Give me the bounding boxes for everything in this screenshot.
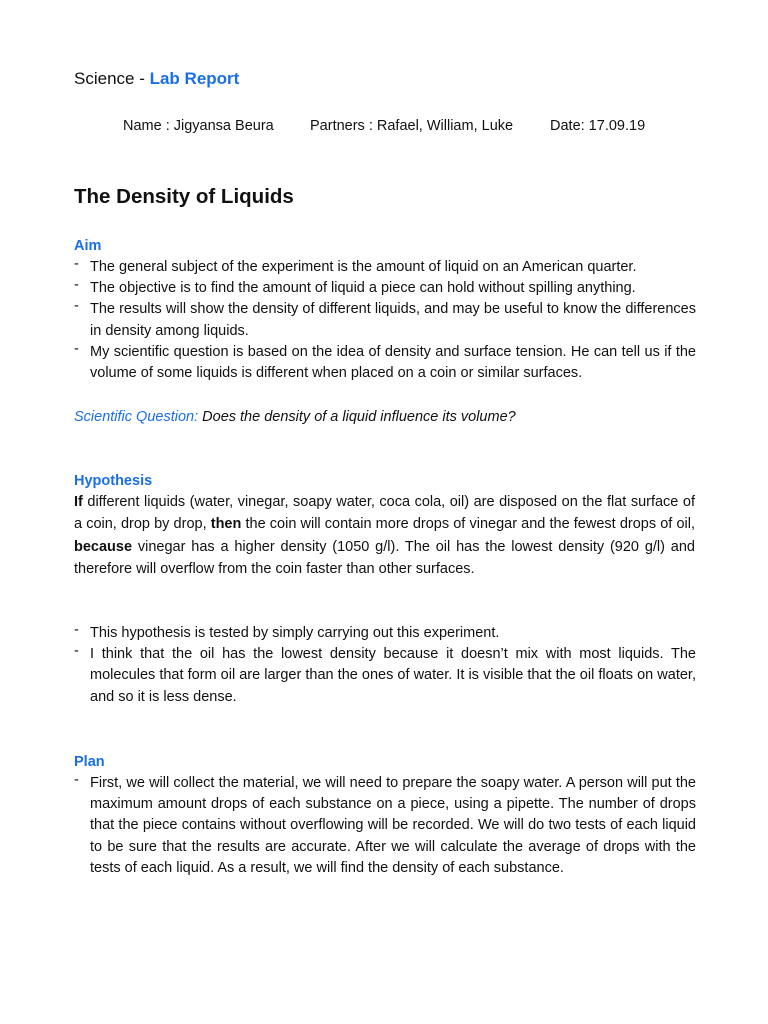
bullet-dash: - xyxy=(74,643,79,660)
list-item: - My scientific question is based on the idea of density and surface tension. He can tell us if the volume of some liquids is different when placed on a coin or similar surfaces. xyxy=(74,340,696,382)
hypothesis-list xyxy=(74,623,696,708)
because-keyword: because xyxy=(74,538,133,555)
if-keyword: If xyxy=(74,494,83,510)
bullet-dash: - xyxy=(74,622,79,638)
plan-list xyxy=(74,773,696,879)
list-item: - The results will show the density of different liquids, and may be useful to know the differences in density among liquids. xyxy=(74,298,696,339)
scientific-question xyxy=(74,407,516,427)
subject-label: Science - xyxy=(74,69,150,88)
scientific-question-text: Does the density of a liquid influence its volume? xyxy=(198,409,516,425)
hypothesis-paragraph: If different liquids (water, vinegar, soapy water, coca cola, oil) are disposed on the flat surface of a coin, drop by drop, then the coin will contain more drops of vinegar and the fewest drops of oil, because vinegar has a higher density (1050 g/l). The oil has the lowest density (920 g/l) and therefore will overflow from the coin faster than other surfaces. xyxy=(74,494,695,578)
scientific-question-label: Scientific Question: xyxy=(74,409,199,425)
partners: Partners : Rafael, William, Luke xyxy=(310,118,514,134)
page-title: The Density of Liquids xyxy=(74,185,294,208)
aim-heading: Aim xyxy=(74,238,102,254)
student-name: Name : Jigyansa Beura xyxy=(123,118,274,134)
list-item: - The general subject of the experiment is the amount of liquid on an American quarter. xyxy=(74,256,637,275)
list-item: - The objective is to find the amount of liquid a piece can hold without spilling anything. xyxy=(74,277,636,297)
report-type-label: Lab Report xyxy=(149,69,240,88)
bullet-dash: - xyxy=(74,340,79,357)
list-item: - I think that the oil has the lowest density because it doesn’t mix with most liquids. The molecules that form oil are larger than the ones of water. It is visible that the oil floats on water, and so it is less dense. xyxy=(74,643,696,705)
bullet-dash: - xyxy=(74,256,79,272)
list-item: - First, we will collect the material, we will need to prepare the soapy water. A person will put the maximum amount drops of each substance on a piece, using a pipette. The number of drops that the piece contains without overflowing will be recorded. We will do two tests of each liquid to be sure that the results are accurate. After we will calculate the average of drops with the tests of each liquid. As a result, we will find the density of each substance. xyxy=(74,772,696,876)
bullet-dash: - xyxy=(74,772,79,788)
aim-list xyxy=(74,257,696,384)
bullet-dash: - xyxy=(74,277,79,294)
plan-heading: Plan xyxy=(74,754,105,770)
hypothesis-heading: Hypothesis xyxy=(74,473,153,489)
report-date: Date: 17.09.19 xyxy=(550,118,646,134)
document-header xyxy=(74,68,239,90)
then-keyword: then xyxy=(210,516,242,533)
list-item: - This hypothesis is tested by simply carrying out this experiment. xyxy=(74,622,500,641)
bullet-dash: - xyxy=(74,298,79,315)
